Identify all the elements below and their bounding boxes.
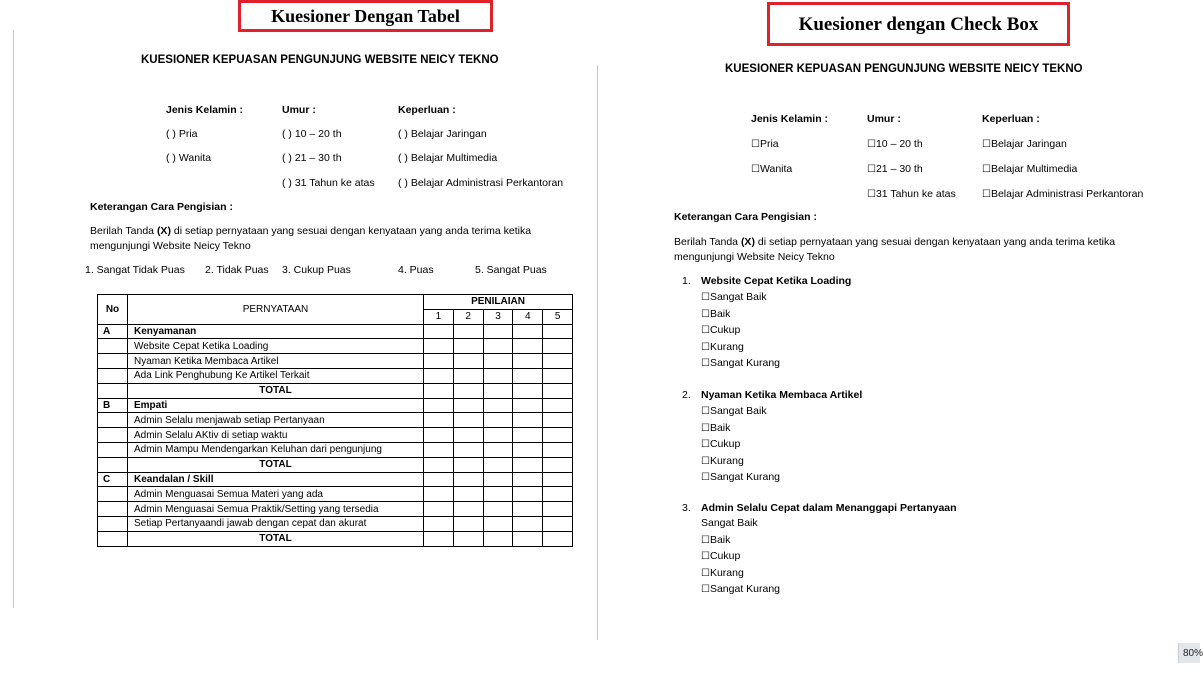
section-code: B (98, 398, 128, 413)
statement-cell: Admin Selalu AKtiv di setiap waktu (128, 428, 424, 443)
score-cell[interactable] (513, 398, 543, 413)
cb-gender-wanita[interactable]: ☐Wanita (751, 163, 793, 175)
score-cell[interactable] (513, 502, 543, 517)
age-label: Umur : (282, 104, 316, 116)
score-cell[interactable] (424, 383, 454, 398)
instructions-text-line2: mengunjungi Website Neicy Tekno (90, 240, 251, 252)
section-code: A (98, 324, 128, 339)
cb-instructions-heading: Keterangan Cara Pengisian : (674, 211, 817, 223)
section-row (98, 324, 573, 339)
answer-option[interactable]: ☐Kurang (701, 455, 744, 467)
cb-gender-pria[interactable]: ☐Pria (751, 138, 779, 150)
total-row (98, 531, 573, 546)
empty-cell (98, 457, 128, 472)
answer-option[interactable]: ☐Kurang (701, 341, 744, 353)
answer-option[interactable]: ☐Kurang (701, 567, 744, 579)
questionnaire-table (97, 294, 573, 547)
answer-option[interactable]: ☐Cukup (701, 550, 741, 562)
cb-gender-label: Jenis Kelamin : (751, 113, 829, 125)
score-cell[interactable] (483, 339, 513, 354)
cb-age-1[interactable]: ☐10 – 20 th (867, 138, 923, 150)
score-cell[interactable] (543, 487, 573, 502)
answer-option[interactable]: ☐Sangat Kurang (701, 357, 781, 369)
checkbox-icon[interactable]: ☐ (982, 139, 991, 150)
checkbox-icon[interactable]: ☐ (701, 342, 710, 353)
empty-cell (98, 368, 128, 383)
answer-option[interactable]: ☐Baik (701, 534, 731, 546)
purpose-option-2[interactable]: ( ) Belajar Multimedia (398, 152, 498, 164)
header-no: No (98, 295, 128, 325)
score-cell[interactable] (424, 324, 454, 339)
header-score-1: 1 (424, 309, 454, 324)
section-row (98, 398, 573, 413)
score-cell[interactable] (453, 472, 483, 487)
gender-option-wanita[interactable]: ( ) Wanita (166, 152, 212, 164)
question-number: 1. (682, 275, 691, 287)
section-title: Empati (128, 398, 424, 413)
table-row (98, 516, 573, 531)
answer-option[interactable]: Sangat Baik (701, 517, 758, 529)
score-cell[interactable] (483, 413, 513, 428)
score-cell[interactable] (543, 368, 573, 383)
score-cell[interactable] (424, 339, 454, 354)
checkbox-icon[interactable]: ☐ (701, 439, 710, 450)
cb-age-3[interactable]: ☐31 Tahun ke atas (867, 188, 956, 200)
instructions-text: Berilah Tanda (X) di setiap pernyataan yang sesuai dengan kenyataan yang anda terima ketika (90, 225, 532, 237)
empty-cell (98, 354, 128, 369)
checkbox-icon[interactable]: ☐ (701, 292, 710, 303)
score-cell[interactable] (483, 472, 513, 487)
answer-option[interactable]: ☐Baik (701, 308, 731, 320)
age-option-1[interactable]: ( ) 10 – 20 th (282, 128, 342, 140)
question-number: 3. (682, 502, 691, 514)
statement-cell: Admin Mampu Mendengarkan Keluhan dari pengunjung (128, 442, 424, 457)
score-cell[interactable] (543, 383, 573, 398)
empty-cell (98, 531, 128, 546)
score-cell[interactable] (543, 531, 573, 546)
purpose-option-3[interactable]: ( ) Belajar Administrasi Perkantoran (398, 177, 564, 189)
scale-4: 4. Puas (398, 264, 434, 276)
table-row (98, 339, 573, 354)
score-cell[interactable] (453, 398, 483, 413)
table-row (98, 354, 573, 369)
statement-cell: Setiap Pertanyaandi jawab dengan cepat dan akurat (128, 516, 424, 531)
score-cell[interactable] (483, 383, 513, 398)
doc-title-left: KUESIONER KEPUASAN PENGUNJUNG WEBSITE NEICY TEKNO (141, 54, 499, 66)
score-cell[interactable] (424, 398, 454, 413)
label-kuesioner-tabel: Kuesioner Dengan Tabel (238, 0, 493, 32)
cb-age-label: Umur : (867, 113, 901, 125)
score-cell[interactable] (513, 368, 543, 383)
checkbox-icon[interactable]: ☐ (701, 472, 710, 483)
header-statement: PERNYATAAN (128, 295, 424, 325)
empty-cell (98, 428, 128, 443)
answer-option[interactable]: ☐Sangat Kurang (701, 583, 781, 595)
question-title: Nyaman Ketika Membaca Artikel (701, 389, 863, 401)
gender-option-pria[interactable]: ( ) Pria (166, 128, 198, 140)
checkbox-icon[interactable]: ☐ (701, 358, 710, 369)
score-cell[interactable] (453, 442, 483, 457)
cb-instructions-text-line2: mengunjungi Website Neicy Tekno (674, 251, 835, 263)
checkbox-icon[interactable]: ☐ (701, 309, 710, 320)
checkbox-icon[interactable]: ☐ (867, 139, 876, 150)
cb-purpose-label: Keperluan : (982, 113, 1040, 125)
score-cell[interactable] (424, 428, 454, 443)
empty-cell (98, 487, 128, 502)
statement-cell: Admin Selalu menjawab setiap Pertanyaan (128, 413, 424, 428)
gender-label: Jenis Kelamin : (166, 104, 244, 116)
score-cell[interactable] (424, 516, 454, 531)
age-option-2[interactable]: ( ) 21 – 30 th (282, 152, 342, 164)
header-score-4: 4 (513, 309, 543, 324)
score-cell[interactable] (513, 531, 543, 546)
question-number: 2. (682, 389, 691, 401)
score-cell[interactable] (424, 502, 454, 517)
header-score-3: 3 (483, 309, 513, 324)
section-code: C (98, 472, 128, 487)
score-cell[interactable] (513, 516, 543, 531)
score-cell[interactable] (543, 339, 573, 354)
checkbox-icon[interactable]: ☐ (701, 568, 710, 579)
score-cell[interactable] (453, 428, 483, 443)
checkbox-icon[interactable]: ☐ (701, 325, 710, 336)
purpose-label: Keperluan : (398, 104, 456, 116)
checkbox-icon[interactable]: ☐ (701, 584, 710, 595)
zoom-level[interactable]: 80% (1178, 643, 1200, 663)
label-kuesioner-checkbox: Kuesioner dengan Check Box (767, 2, 1070, 46)
score-cell[interactable] (543, 457, 573, 472)
score-cell[interactable] (483, 428, 513, 443)
score-cell[interactable] (513, 383, 543, 398)
score-cell[interactable] (543, 428, 573, 443)
statement-cell: Admin Menguasai Semua Materi yang ada (128, 487, 424, 502)
checkbox-icon[interactable]: ☐ (701, 423, 710, 434)
total-label: TOTAL (128, 457, 424, 472)
score-cell[interactable] (483, 487, 513, 502)
instructions-heading: Keterangan Cara Pengisian : (90, 201, 233, 213)
purpose-option-1[interactable]: ( ) Belajar Jaringan (398, 128, 487, 140)
checkbox-icon[interactable]: ☐ (982, 164, 991, 175)
scale-2: 2. Tidak Puas (205, 264, 269, 276)
score-cell[interactable] (453, 516, 483, 531)
header-rating: PENILAIAN (424, 295, 573, 310)
score-cell[interactable] (513, 413, 543, 428)
scale-1: 1. Sangat Tidak Puas (85, 264, 185, 276)
score-cell[interactable] (453, 383, 483, 398)
score-cell[interactable] (513, 354, 543, 369)
page-divider-middle (597, 65, 598, 640)
score-cell[interactable] (513, 428, 543, 443)
cb-purpose-1[interactable]: ☐Belajar Jaringan (982, 138, 1067, 150)
answer-option[interactable]: ☐Sangat Baik (701, 405, 767, 417)
score-cell[interactable] (424, 354, 454, 369)
score-cell[interactable] (424, 368, 454, 383)
table-row (98, 428, 573, 443)
score-cell[interactable] (543, 442, 573, 457)
total-label: TOTAL (128, 383, 424, 398)
section-title: Keandalan / Skill (128, 472, 424, 487)
score-cell[interactable] (453, 368, 483, 383)
statement-cell: Nyaman Ketika Membaca Artikel (128, 354, 424, 369)
table-row (98, 487, 573, 502)
score-cell[interactable] (453, 502, 483, 517)
score-cell[interactable] (453, 531, 483, 546)
score-cell[interactable] (543, 413, 573, 428)
cb-purpose-3[interactable]: ☐Belajar Administrasi Perkantoran (982, 188, 1144, 200)
score-cell[interactable] (513, 339, 543, 354)
checkbox-icon[interactable]: ☐ (751, 164, 760, 175)
score-cell[interactable] (424, 442, 454, 457)
score-cell[interactable] (424, 472, 454, 487)
score-cell[interactable] (483, 457, 513, 472)
empty-cell (98, 413, 128, 428)
empty-cell (98, 339, 128, 354)
scale-5: 5. Sangat Puas (475, 264, 547, 276)
checkbox-icon[interactable]: ☐ (701, 406, 710, 417)
answer-option[interactable]: ☐Sangat Baik (701, 291, 767, 303)
statement-cell: Admin Menguasai Semua Praktik/Setting yang tersedia (128, 502, 424, 517)
page-divider-left (13, 30, 14, 608)
checkbox-icon[interactable]: ☐ (867, 189, 876, 200)
score-cell[interactable] (453, 324, 483, 339)
score-cell[interactable] (483, 531, 513, 546)
score-cell[interactable] (543, 502, 573, 517)
empty-cell (98, 502, 128, 517)
empty-cell (98, 442, 128, 457)
score-cell[interactable] (543, 516, 573, 531)
table-row (98, 413, 573, 428)
score-cell[interactable] (453, 487, 483, 502)
table-row (98, 368, 573, 383)
section-row (98, 472, 573, 487)
score-cell[interactable] (453, 413, 483, 428)
score-cell[interactable] (543, 324, 573, 339)
statement-cell: Website Cepat Ketika Loading (128, 339, 424, 354)
score-cell[interactable] (424, 531, 454, 546)
cb-purpose-2[interactable]: ☐Belajar Multimedia (982, 163, 1078, 175)
section-title: Kenyamanan (128, 324, 424, 339)
score-cell[interactable] (543, 472, 573, 487)
checkbox-icon[interactable]: ☐ (701, 551, 710, 562)
total-label: TOTAL (128, 531, 424, 546)
empty-cell (98, 516, 128, 531)
score-cell[interactable] (513, 472, 543, 487)
answer-option[interactable]: ☐Sangat Kurang (701, 471, 781, 483)
statement-cell: Ada Link Penghubung Ke Artikel Terkait (128, 368, 424, 383)
checkbox-icon[interactable]: ☐ (982, 189, 991, 200)
score-cell[interactable] (483, 324, 513, 339)
cb-age-2[interactable]: ☐21 – 30 th (867, 163, 923, 175)
score-cell[interactable] (513, 324, 543, 339)
checkbox-icon[interactable]: ☐ (701, 456, 710, 467)
score-cell[interactable] (483, 368, 513, 383)
question-title: Website Cepat Ketika Loading (701, 275, 852, 287)
score-cell[interactable] (513, 442, 543, 457)
score-cell[interactable] (513, 487, 543, 502)
header-score-2: 2 (453, 309, 483, 324)
age-option-3[interactable]: ( ) 31 Tahun ke atas (282, 177, 375, 189)
empty-cell (98, 383, 128, 398)
cb-instructions-text: Berilah Tanda (X) di setiap pernyataan yang sesuai dengan kenyataan yang anda terima ketika (674, 236, 1116, 248)
doc-title-right: KUESIONER KEPUASAN PENGUNJUNG WEBSITE NEICY TEKNO (725, 63, 1083, 75)
answer-option[interactable]: ☐Cukup (701, 324, 741, 336)
score-cell[interactable] (424, 457, 454, 472)
score-cell[interactable] (483, 502, 513, 517)
score-cell[interactable] (483, 516, 513, 531)
scale-3: 3. Cukup Puas (282, 264, 351, 276)
question-title: Admin Selalu Cepat dalam Menanggapi Pertanyaan (701, 502, 957, 514)
total-row (98, 383, 573, 398)
header-score-5: 5 (543, 309, 573, 324)
score-cell[interactable] (483, 354, 513, 369)
checkbox-icon[interactable]: ☐ (867, 164, 876, 175)
answer-option[interactable]: ☐Baik (701, 422, 731, 434)
checkbox-icon[interactable]: ☐ (701, 535, 710, 546)
answer-option[interactable]: ☐Cukup (701, 438, 741, 450)
table-header-row (98, 295, 573, 310)
total-row (98, 457, 573, 472)
score-cell[interactable] (453, 354, 483, 369)
score-cell[interactable] (453, 339, 483, 354)
score-cell[interactable] (513, 457, 543, 472)
score-cell[interactable] (483, 398, 513, 413)
table-row (98, 502, 573, 517)
score-cell[interactable] (424, 413, 454, 428)
score-cell[interactable] (543, 398, 573, 413)
checkbox-icon[interactable]: ☐ (751, 139, 760, 150)
score-cell[interactable] (543, 354, 573, 369)
score-cell[interactable] (453, 457, 483, 472)
table-row (98, 442, 573, 457)
score-cell[interactable] (424, 487, 454, 502)
score-cell[interactable] (483, 442, 513, 457)
